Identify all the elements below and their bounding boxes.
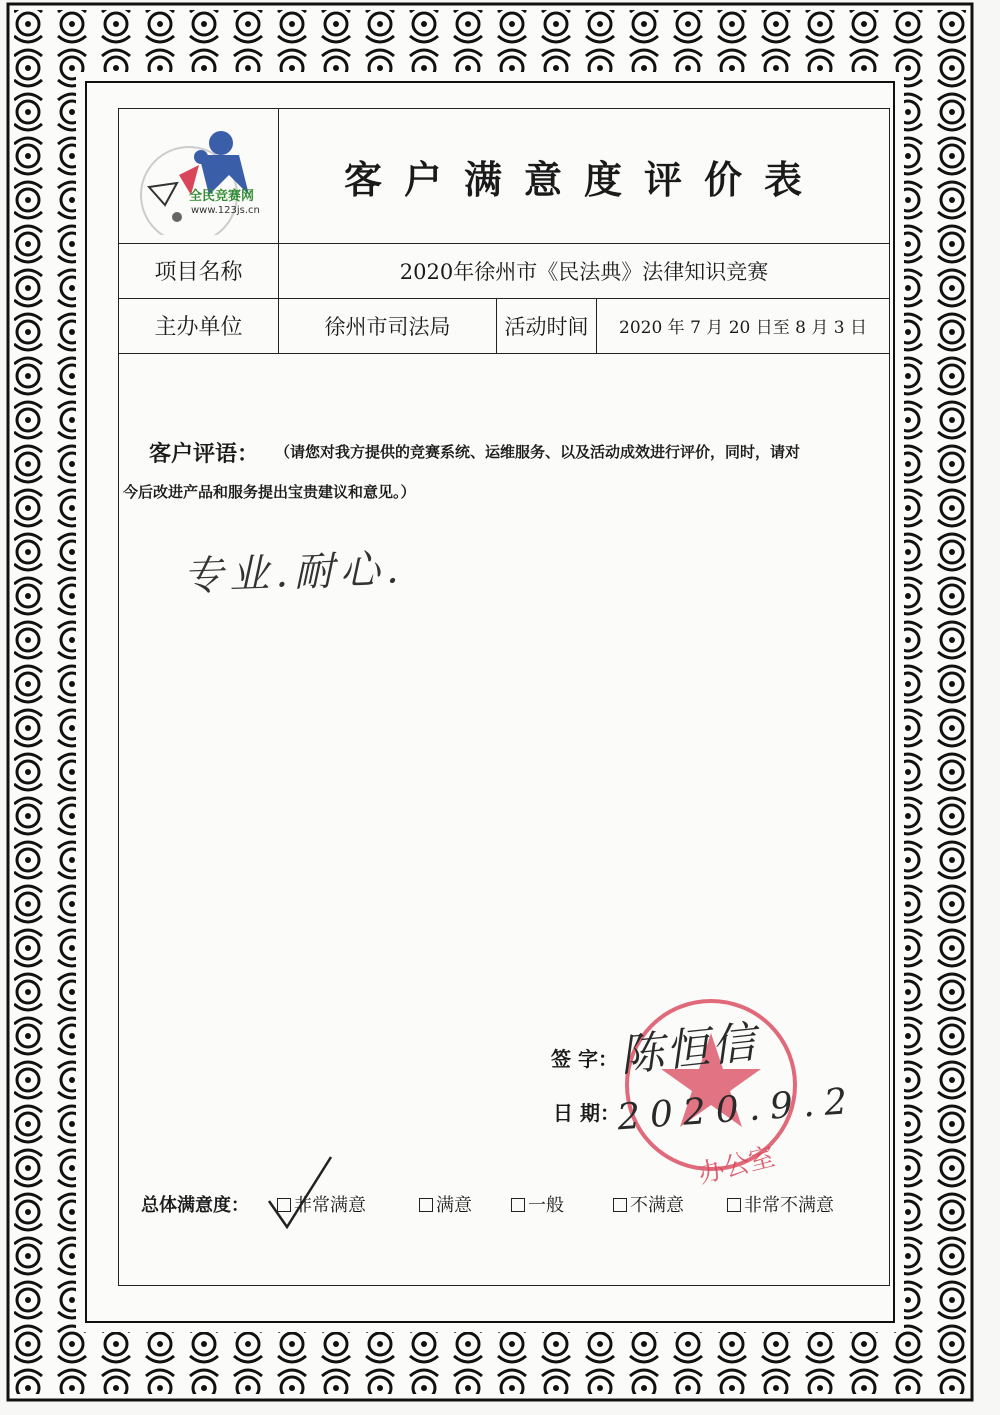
option-satisfied[interactable]: 满意 [419,1191,472,1217]
checkbox-icon[interactable] [613,1198,627,1212]
comment-instruction-line1: （请您对我方提供的竞赛系统、运维服务、以及活动成效进行评价，同时，请对 [275,443,801,461]
activity-time-label: 活动时间 [497,298,597,353]
evaluation-form [118,108,890,1286]
checkbox-icon[interactable] [727,1198,741,1212]
project-row [119,243,889,299]
option-unsatisfied[interactable]: 不满意 [613,1191,684,1217]
option-very-satisfied[interactable]: 非常满意 [277,1191,366,1217]
handwritten-comment: 专业.耐心. [182,546,406,600]
activity-time-value: 2020 年 7 月 20 日至 8 月 3 日 [619,318,867,338]
project-label: 项目名称 [119,243,279,298]
option-average[interactable]: 一般 [511,1191,564,1217]
logo-figure-icon [129,125,269,235]
checkbox-icon[interactable] [419,1198,433,1212]
page-title: 客户满意度评价表 [343,157,824,202]
project-value: 2020年徐州市《民法典》法律知识竞赛 [399,259,769,284]
comment-label: 客户评语： [149,442,260,467]
organizer-row [119,298,889,354]
option-very-unsatisfied[interactable]: 非常不满意 [727,1191,834,1217]
logo-brand: 全民竞赛网 [189,189,255,204]
signature-label: 签 字： [551,1047,618,1071]
title-cell [279,109,889,243]
satisfaction-label: 总体满意度： [141,1195,249,1216]
seal-text: 办公室 [695,1141,779,1190]
logo-url: www.123js.cn [191,205,260,216]
comment-instruction-line2: 今后改进产品和服务提出宝贵建议和意见。） [123,483,416,501]
date-handwriting: 2020.9.2 [615,1080,859,1139]
date-label: 日 期： [553,1101,620,1125]
logo [129,125,269,235]
organizer-label: 主办单位 [119,298,279,353]
title-row [119,109,889,244]
checkbox-icon[interactable] [277,1198,291,1212]
logo-cell [119,109,279,243]
signature-handwriting: 陈恒信 [617,1016,760,1083]
organizer-value: 徐州市司法局 [279,298,497,353]
checkbox-icon[interactable] [511,1198,525,1212]
